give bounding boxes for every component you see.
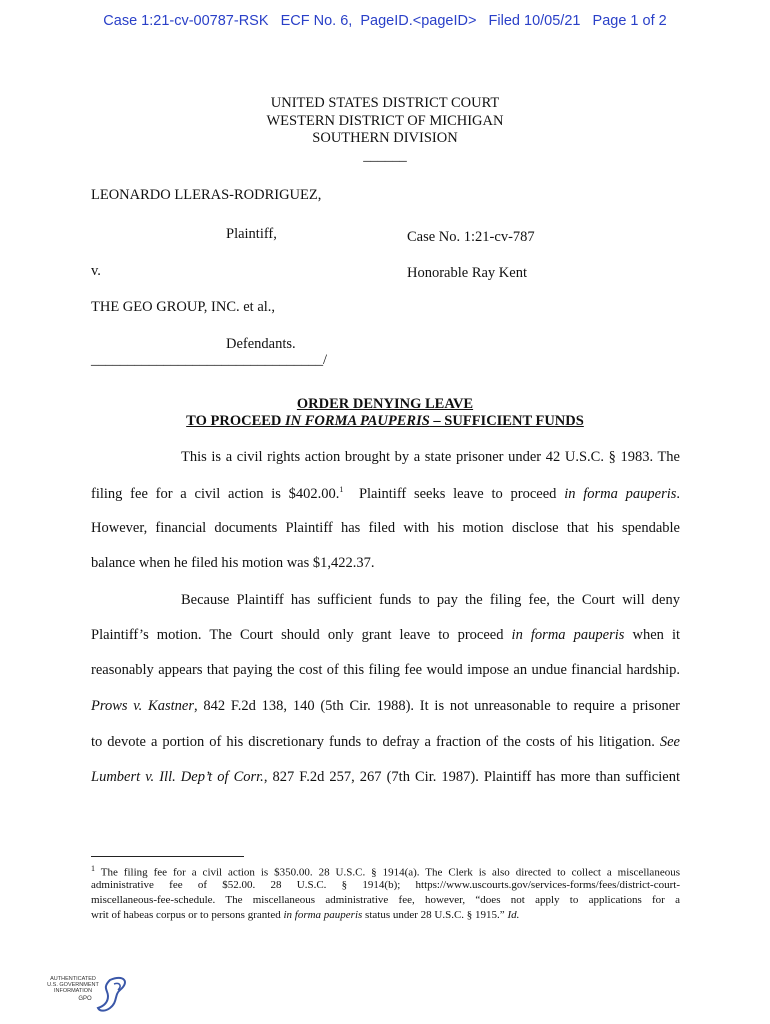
heading-rule: ______ bbox=[363, 147, 407, 164]
case-number: Case No. 1:21-cv-787 bbox=[407, 229, 535, 245]
footnote-line: writ of habeas corpus or to persons granted in forma pauperis status under 28 U.S.C. § 1915.” Id. bbox=[91, 909, 520, 921]
body-line: reasonably appears that paying the cost of this filing fee would impose an undue financial hardship. bbox=[91, 662, 680, 678]
judge-name: Honorable Ray Kent bbox=[407, 265, 527, 281]
body-line: to devote a portion of his discretionary funds to defray a fraction of the costs of his litigation. See bbox=[91, 734, 680, 750]
body-line: Plaintiff’s motion. The Court should only grant leave to proceed in forma pauperis when it bbox=[91, 627, 681, 643]
district-name: WESTERN DISTRICT OF MICHIGAN bbox=[266, 112, 504, 129]
footnote-ref[interactable]: 1 bbox=[339, 485, 344, 494]
body-line: However, financial documents Plaintiff has filed with his motion disclose that his spendable bbox=[91, 520, 680, 536]
body-line: filing fee for a civil action is $402.00.$^1$ Plaintiff seeks leave to proceed in forma pauperis. bbox=[91, 485, 681, 502]
body-line: This is a civil rights action brought by a state prisoner under 42 U.S.C. § 1983. The bbox=[181, 449, 680, 465]
footnote-line: administrative fee of $52.00. 28 U.S.C. § 1914(b); https://www.uscourts.gov/services-forms/fees/district-court- bbox=[91, 879, 680, 891]
body-line: Because Plaintiff has sufficient funds to pay the filing fee, the Court will deny bbox=[181, 592, 680, 608]
defendant-role: Defendants. bbox=[226, 336, 296, 352]
ecf-header-stamp: Case 1:21-cv-00787-RSK ECF No. 6, PageID.<pageID> Filed 10/05/21 Page 1 of 2 bbox=[103, 13, 667, 29]
plaintiff-role: Plaintiff, bbox=[226, 226, 277, 242]
caption-close-line: ________________________________/ bbox=[91, 352, 328, 368]
body-line: balance when he filed his motion was $1,422.37. bbox=[91, 555, 375, 571]
order-title-line1: ORDER DENYING LEAVE bbox=[296, 396, 474, 412]
gpo-authentication-logo: AUTHENTICATED U.S. GOVERNMENT INFORMATION GPO bbox=[40, 972, 132, 1014]
eagle-icon bbox=[40, 972, 132, 1014]
court-heading bbox=[0, 95, 770, 165]
footnote-separator bbox=[91, 856, 244, 857]
defendant-name: THE GEO GROUP, INC. et al., bbox=[91, 299, 276, 315]
versus: v. bbox=[91, 263, 101, 279]
order-title bbox=[0, 396, 770, 430]
division-name: SOUTHERN DIVISION bbox=[312, 130, 458, 146]
body-line: Prows v. Kastner, 842 F.2d 138, 140 (5th Cir. 1988). It is not unreasonable to require a prisoner bbox=[91, 698, 680, 714]
footnote-line: miscellaneous-fee-schedule. The miscellaneous administrative fee, however, “does not apply to applications for a bbox=[91, 894, 680, 906]
plaintiff-name: LEONARDO LLERAS-RODRIGUEZ, bbox=[91, 187, 322, 203]
order-title-line2: TO PROCEED IN FORMA PAUPERIS – SUFFICIENT FUNDS bbox=[186, 413, 584, 429]
body-line: Lumbert v. Ill. Dep’t of Corr., 827 F.2d 257, 267 (7th Cir. 1987). Plaintiff has more than sufficient bbox=[91, 769, 680, 785]
court-name: UNITED STATES DISTRICT COURT bbox=[270, 95, 500, 111]
footnote-line: $^1$ The filing fee for a civil action is $350.00. 28 U.S.C. § 1914(a). The Clerk is also directed to collect a miscellaneous bbox=[91, 864, 680, 879]
